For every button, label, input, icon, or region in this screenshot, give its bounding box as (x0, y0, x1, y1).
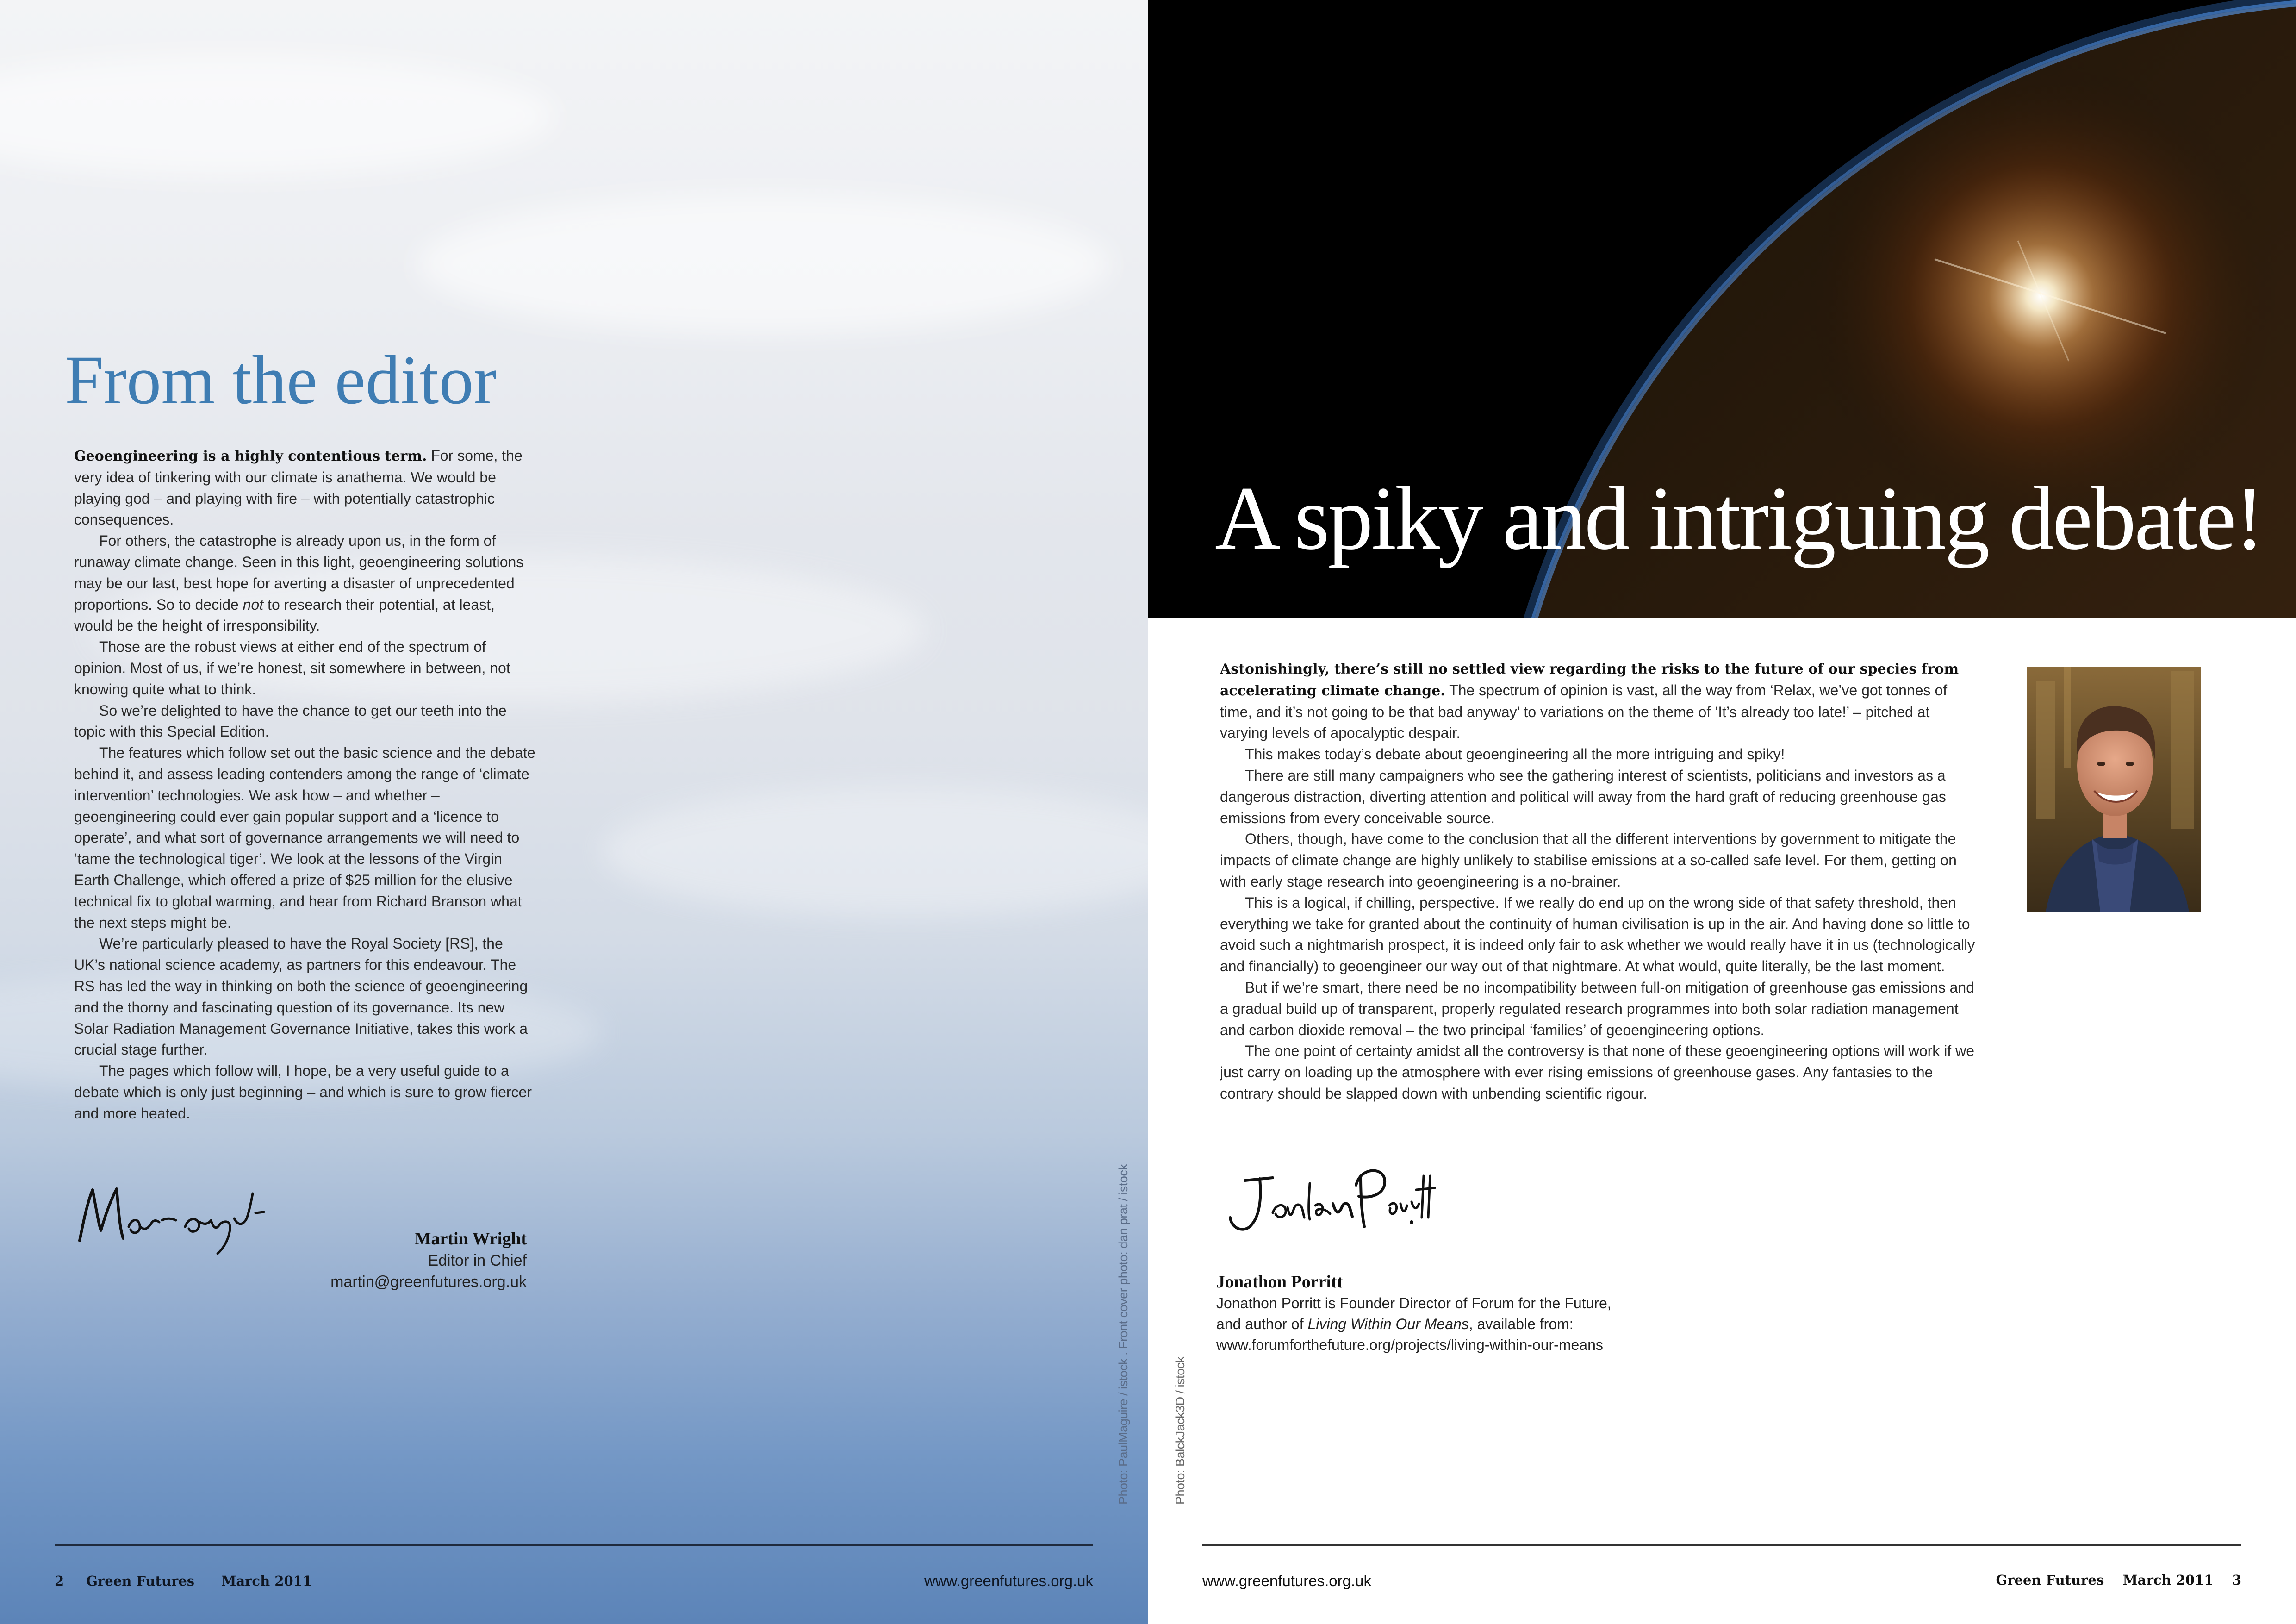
page-number: 2 (55, 1573, 64, 1589)
paragraph: We’re particularly pleased to have the Royal Society [RS], the UK’s national science academy, as partners for this endeavour. The RS has led the way in thinking on both the science of geoengineering and the thorny and fascinating question of its governance. Its new Solar Radiation Management Governance Initiative, takes this work a crucial stage further. (74, 935, 528, 1058)
paragraph: The features which follow set out the basic science and the debate behind it, and assess leading contenders among the range of ‘climate intervention’ technologies. We ask how – and whether – geoengineering could ever gain popular support and a ‘licence to operate’, and what sort of governance arrangements we will need to ‘tame the technological tiger’. We look at the lessons of the Virgin Earth Challenge, which offered a prize of $25 million for the elusive technical fix to global warming, and hear from Richard Branson what the next steps might be. (74, 744, 535, 931)
portrait-photo-icon (2027, 667, 2201, 912)
paragraph-text: For some, the very idea of tinkering with our climate is anathema. We would be playing god – and playing with fire – with potentially catastrophic consequences. (74, 447, 523, 528)
porritt-signoff (1216, 1271, 1818, 1355)
cloud-shape (0, 56, 555, 176)
paragraph: This makes today’s debate about geoengineering all the more intriguing and spiky! (1245, 746, 1785, 763)
bio-text: , available from: (1468, 1316, 1574, 1332)
photo-credit: Photo: BalckJack3D / istock (1173, 1356, 1187, 1505)
emphasis: not (243, 596, 264, 613)
author-name: Jonathon Porritt (1216, 1272, 1343, 1292)
cloud-shape (417, 194, 1111, 333)
bio-text: and author of (1216, 1316, 1308, 1332)
author-bio-line (1216, 1314, 1818, 1335)
lead-in: Astonishingly, there’s still no settled view regarding the risks to the future of our species from accelerating climate change. (1220, 661, 1959, 699)
page-number: 3 (2232, 1572, 2241, 1588)
author-name: Martin Wright (414, 1229, 527, 1249)
book-title: Living Within Our Means (1307, 1316, 1469, 1332)
paragraph: The pages which follow will, I hope, be a very useful guide to a debate which is only just beginning – and which is sure to grow fiercer and more heated. (74, 1062, 532, 1122)
debate-article-body (1220, 658, 1979, 1105)
footer-divider (1202, 1544, 2241, 1546)
hero-image (1148, 0, 2296, 618)
handwritten-signature-icon (1217, 1157, 1439, 1241)
paragraph: This is a logical, if chilling, perspective. If we really do end up on the wrong side of that safety threshold, then everything we take for granted about the continuity of human civilisation is up in the air. And having done so little to avoid such a nightmarish prospect, it is indeed only fair to ask whether we would really have it in us (technologically and financially) to geoengineer our way out of that nightmare. At what would, quite literally, be the last moment. (1220, 894, 1975, 975)
paragraph: The one point of certainty amidst all the controversy is that none of these geoengineering options will work if we just carry on loading up the atmosphere with ever rising emissions of greenhouse gases. Any fantasies to the contrary should be slapped down with unbending scientific rigour. (1220, 1043, 1974, 1102)
footer-folio (1996, 1572, 2241, 1588)
paragraph-text: For others, the catastrophe is already upon us, in the form of runaway climate change. Seen in this light, geoengineering solutions may be our last, best hope for averting a disaster of unprecedented proportions. So to decide (74, 532, 524, 613)
cloud-shape (602, 787, 1148, 917)
page-title: From the editor (65, 342, 497, 418)
lead-in: Geoengineering is a highly contentious term. (74, 448, 427, 464)
footer-spacer (68, 1573, 82, 1589)
paragraph (1220, 658, 1979, 744)
editor-article-body (74, 445, 537, 1124)
footer-divider (55, 1544, 1093, 1546)
author-bio-line: Jonathon Porritt is Founder Director of Forum for the Future, (1216, 1295, 1612, 1312)
right-page (1148, 0, 2296, 1624)
author-role: Editor in Chief (428, 1252, 527, 1269)
website-link[interactable]: www.greenfutures.org.uk (924, 1572, 1093, 1589)
editor-signoff (203, 1228, 527, 1293)
book-link[interactable]: www.forumforthefuture.org/projects/living-within-our-means (1216, 1337, 1603, 1353)
footer-spacer (199, 1573, 217, 1589)
paragraph-text: to research their potential, at least, would be the height of irresponsibility. (74, 596, 495, 634)
magazine-name: Green Futures (86, 1573, 195, 1589)
issue-date: March 2011 (221, 1573, 312, 1589)
paragraph (74, 445, 537, 531)
page-footer (55, 1572, 1093, 1589)
website-link[interactable]: www.greenfutures.org.uk (1202, 1572, 1372, 1589)
page-footer (1202, 1572, 2241, 1590)
paragraph: There are still many campaigners who see the gathering interest of scientists, politicians and investors as a dangerous distraction, diverting attention and political will away from the hard graft of reducing greenhouse gas emissions from every conceivable source. (1220, 767, 1946, 826)
article-title: A spiky and intriguing debate! (1215, 468, 2263, 568)
author-email-link[interactable]: martin@greenfutures.org.uk (330, 1273, 527, 1291)
paragraph-text: The spectrum of opinion is vast, all the way from ‘Relax, we’ve got tonnes of time, and it’s not going to be that bad anyway’ to variations on the theme of ‘It’s already too late!’ – pitched at varying levels of apocalyptic despair. (1220, 681, 1948, 742)
issue-date: March 2011 (2122, 1572, 2214, 1588)
paragraph: So we’re delighted to have the chance to get our teeth into the topic with this Special Edition. (74, 702, 507, 740)
paragraph: But if we’re smart, there need be no incompatibility between full-on mitigation of greenhouse gas emissions and a gradual build up of transparent, properly regulated research programmes into both solar radiation management and carbon dioxide removal – the two principal ‘families’ of geoengineering options. (1220, 979, 1974, 1038)
paragraph: Those are the robust views at either end of the spectrum of opinion. Most of us, if we’re honest, sit somewhere in between, not knowing quite what to think. (74, 638, 510, 698)
paragraph: Others, though, have come to the conclusion that all the different interventions by government to mitigate the impacts of climate change are highly unlikely to stabilise emissions at a so-called safe level. For them, getting on with early stage research into geoengineering is a no-brainer. (1220, 831, 1957, 890)
photo-credit: Photo: PaulMaguire / istock . Front cover photo: dan prat / istock (1116, 1164, 1130, 1505)
magazine-name: Green Futures (1996, 1572, 2104, 1588)
paragraph (74, 531, 537, 637)
